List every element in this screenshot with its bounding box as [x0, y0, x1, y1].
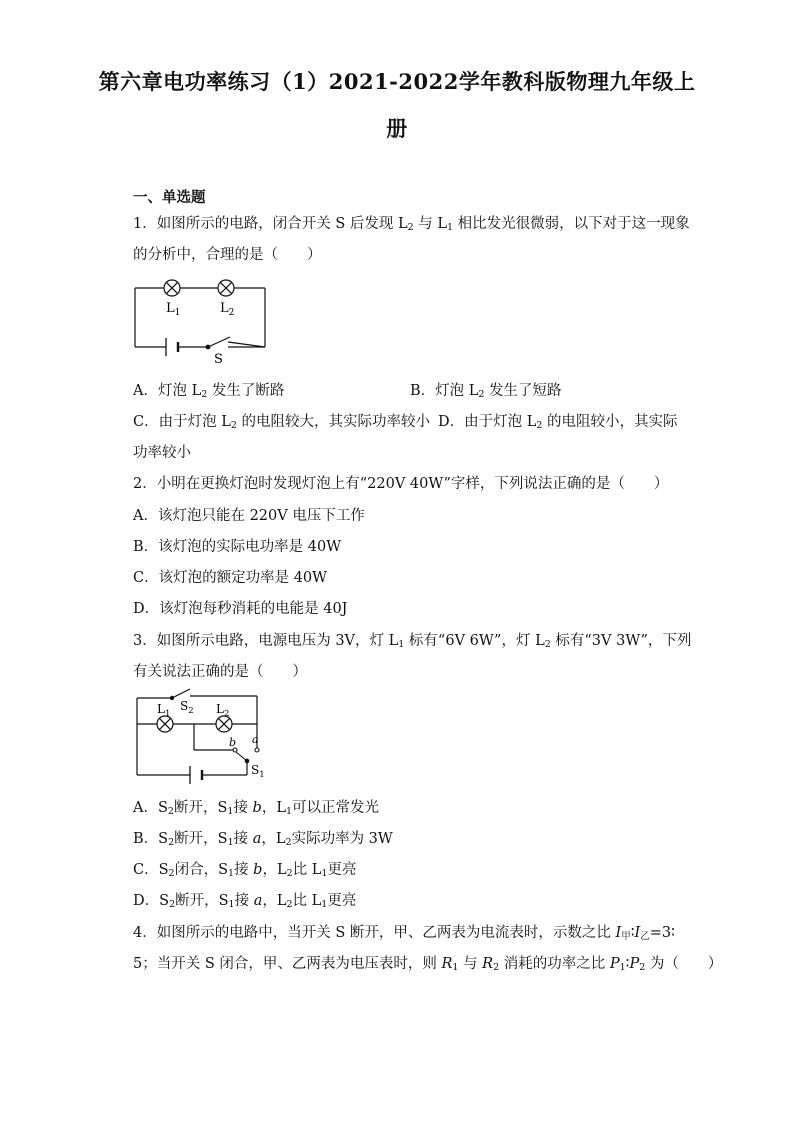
- document-title-line2: 册: [386, 116, 408, 141]
- q2-option-c[interactable]: C．该灯泡的额定功率是 40W: [133, 570, 328, 586]
- q1-option-a[interactable]: A．灯泡 $L_2$ 发生了断路: [133, 383, 285, 400]
- q1-stem-line1: 1．如图所示的电路，闭合开关 S 后发现 $L_2$ 与 $L_1$ 相比发光很微弱，以下对于这一现象: [133, 216, 690, 233]
- switch-s-icon: [206, 337, 230, 349]
- switch-s1-icon: [233, 748, 259, 763]
- document-title-line1: 第六章电功率练习（1）2021-2022学年教科版物理九年级上: [98, 69, 696, 94]
- q2-option-d[interactable]: D．该灯泡每秒消耗的电能是 40J: [133, 601, 348, 617]
- q1-lamp1-label: $L_1$: [166, 301, 181, 318]
- q3-lamp2-label: $L_2$: [216, 702, 230, 719]
- q1-circuit-diagram: [130, 276, 272, 368]
- q4-stem-line1: 4．如图所示的电路中，当开关 S 断开，甲、乙两表为电流表时，示数之比 $I_甲∶I_乙=3∶$: [133, 925, 675, 942]
- q1-option-c[interactable]: C．由于灯泡 $L_2$ 的电阻较大，其实际功率较小: [133, 414, 430, 431]
- q1-option-d-cont: 功率较小: [133, 445, 191, 461]
- q3-option-a[interactable]: A．$S_2$断开，$S_1$接 b，$L_1$可以正常发光: [133, 800, 380, 817]
- q4-stem-line2: 5；当开关 S 闭合，甲、乙两表为电压表时，则 $R_1$ 与 $R_2$ 消耗的功率之比 $P_1∶P_2$ 为（ ）: [133, 956, 723, 973]
- q2-stem: 2．小明在更换灯泡时发现灯泡上有“220V 40W”字样，下列说法正确的是（ ）: [133, 476, 669, 492]
- q3-lamp1-label: $L_1$: [157, 702, 171, 719]
- lamp-l2-icon: [218, 280, 234, 296]
- q3-option-c[interactable]: C．$S_2$闭合，$S_1$接 b，$L_2$比 $L_1$更亮: [133, 862, 357, 879]
- q3-option-b[interactable]: B．$S_2$断开，$S_1$接 a，$L_2$实际功率为 3W: [133, 831, 393, 848]
- q3-contact-a-label: a: [252, 733, 259, 746]
- q3-s2-label: $S_2$: [180, 699, 194, 716]
- q3-circuit-diagram: [130, 688, 272, 786]
- q2-option-a[interactable]: A．该灯泡只能在 220V 电压下工作: [133, 508, 365, 524]
- q1-stem-line2: 的分析中，合理的是（ ）: [133, 247, 322, 263]
- battery-icon: [166, 338, 178, 356]
- q1-option-d[interactable]: D．由于灯泡 $L_2$ 的电阻较小，其实际: [438, 414, 678, 431]
- q3-stem-line2: 有关说法正确的是（ ）: [133, 664, 307, 680]
- q2-option-b[interactable]: B．该灯泡的实际电功率是 40W: [133, 539, 342, 555]
- q3-contact-b-label: b: [229, 736, 237, 749]
- section-heading: 一、单选题: [133, 189, 206, 206]
- lamp-l1-icon: [164, 280, 180, 296]
- q1-option-b[interactable]: B．灯泡 $L_2$ 发生了短路: [410, 383, 562, 400]
- q3-option-d[interactable]: D．$S_2$断开，$S_1$接 a，$L_2$比 $L_1$更亮: [133, 893, 357, 910]
- battery-icon: [190, 766, 202, 784]
- q1-switch-label: S: [214, 352, 223, 367]
- q3-stem-line1: 3．如图所示电路，电源电压为 3V，灯 $L_1$ 标有“6V 6W”，灯 $L_2$ 标有“3V 3W”，下列: [133, 633, 692, 650]
- q1-lamp2-label: $L_2$: [220, 301, 235, 318]
- switch-s2-icon: [170, 689, 190, 700]
- q3-s1-label: $S_1$: [251, 763, 265, 780]
